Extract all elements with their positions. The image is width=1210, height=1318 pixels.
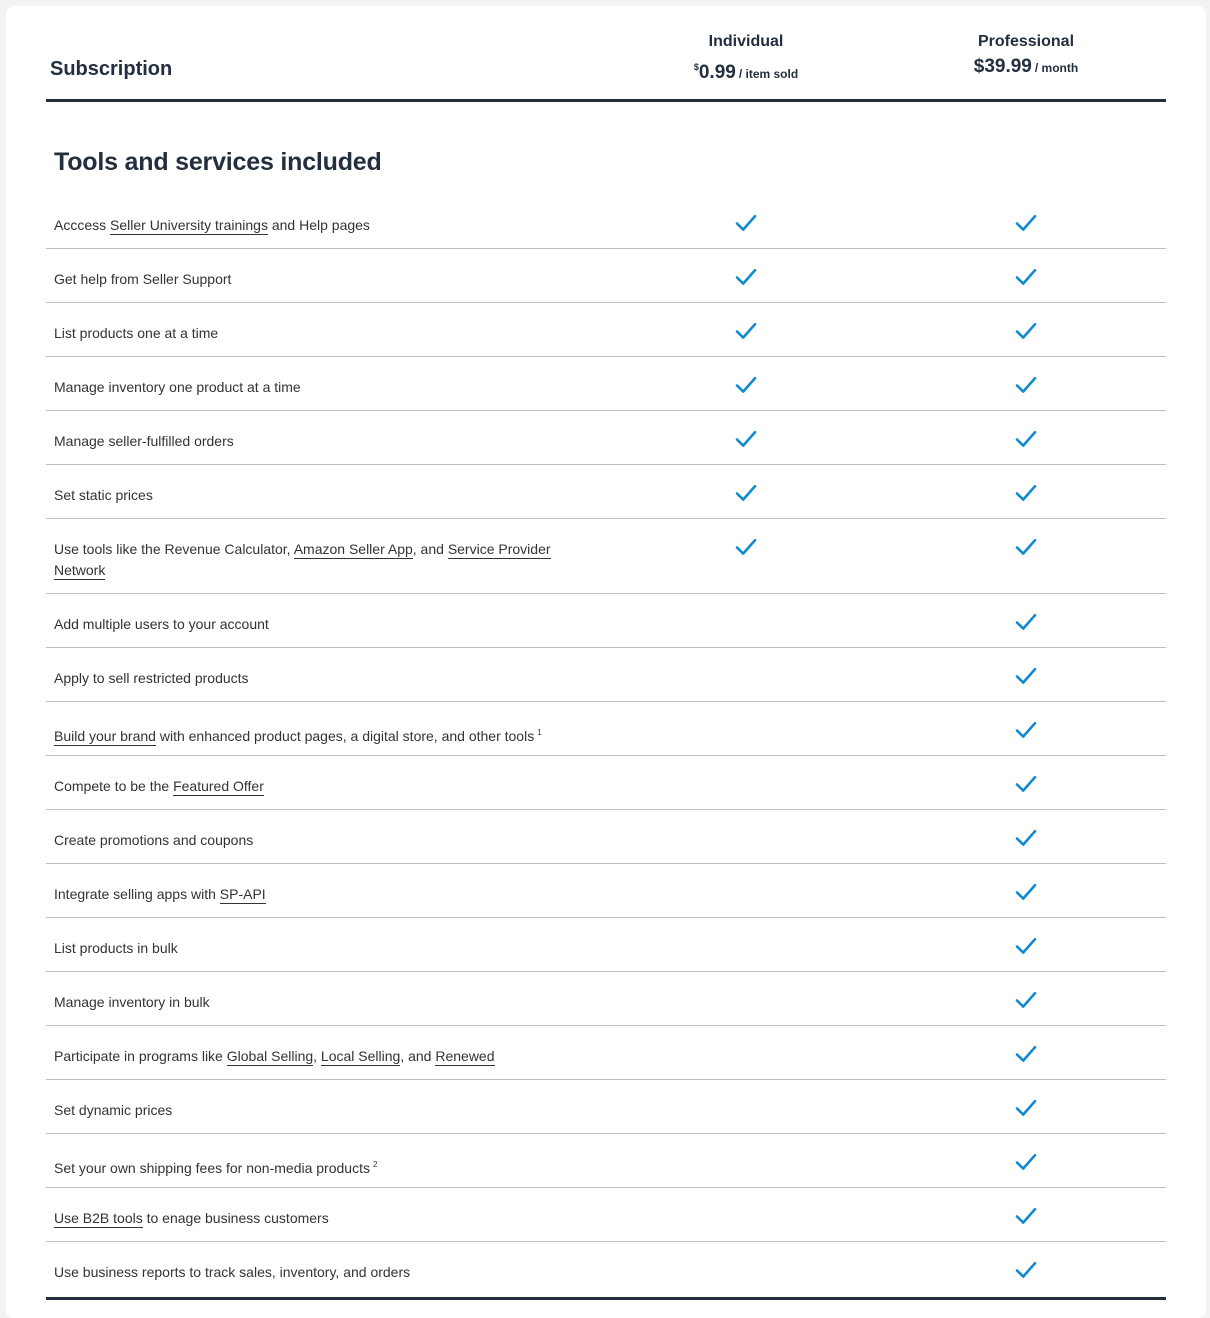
feature-row [46,1026,1166,1080]
feature-row [46,972,1166,1026]
checkmark-icon [734,427,758,451]
checkmark-icon [1014,1150,1038,1174]
feature-link[interactable]: Local Selling [320,1048,401,1064]
feature-row [46,303,1166,357]
feature-row [46,864,1166,918]
feature-row [46,465,1166,519]
checkmark-icon [1014,265,1038,289]
checkmark-icon [1014,610,1038,634]
feature-label: Integrate selling apps with [54,886,220,902]
feature-link[interactable]: Amazon Seller App [293,541,413,557]
checkmark-icon [734,211,758,235]
feature-label: Set your own shipping fees for non-media products [54,1160,370,1176]
feature-text [54,431,584,452]
feature-link[interactable]: Seller University trainings [110,217,268,233]
feature-text [54,215,584,236]
comparison-table [46,6,1166,1280]
feature-label: Set dynamic prices [54,1102,173,1118]
price-amount: $39.99 [973,56,1032,77]
feature-label: to enage business customers [142,1210,329,1226]
checkmark-icon [1014,934,1038,958]
feature-row [46,702,1166,756]
feature-text [54,269,584,290]
feature-label: , and [400,1048,436,1064]
checkmark-icon [1014,772,1038,796]
feature-list [46,195,1166,1300]
footnote-marker: 1 [537,728,542,737]
feature-label: Compete to be the [54,778,174,794]
feature-link[interactable]: Renewed [435,1048,495,1064]
feature-row [46,411,1166,465]
checkmark-icon [734,481,758,505]
feature-label: with enhanced product pages, a digital store, and other tools [155,728,535,744]
feature-text [54,377,584,398]
feature-text [54,323,584,344]
price-amount: 0.99 [698,62,736,83]
feature-row [46,249,1166,303]
feature-label: Use business reports to track sales, inventory, and orders [54,1264,411,1280]
checkmark-icon [1014,1096,1038,1120]
feature-text [54,776,584,797]
feature-row [46,810,1166,864]
checkmark-icon [1014,718,1038,742]
table-header [46,6,1166,102]
feature-label: List products in bulk [54,940,178,956]
checkmark-icon [1014,319,1038,343]
checkmark-icon [1014,373,1038,397]
feature-label: and Help pages [267,217,370,233]
feature-text [54,485,584,506]
feature-label: Manage inventory in bulk [54,994,210,1010]
checkmark-icon [1014,664,1038,688]
feature-text [54,992,584,1013]
checkmark-icon [1014,826,1038,850]
feature-label: Use tools like the Revenue Calculator, [54,541,294,557]
feature-link[interactable]: Build your brand [54,728,156,744]
feature-row [46,519,1166,594]
feature-row [46,1134,1166,1188]
plan-professional-price [906,56,1146,79]
plan-individual [626,33,866,85]
feature-label: Manage seller-fulfilled orders [54,433,234,449]
plan-professional-name: Professional [977,33,1075,50]
checkmark-icon [1014,211,1038,235]
checkmark-icon [734,535,758,559]
checkmark-icon [1014,427,1038,451]
feature-link[interactable]: Global Selling [226,1048,314,1064]
feature-row [46,195,1166,249]
feature-label: Add multiple users to your account [54,616,269,632]
section-title: Tools and services included [54,148,382,176]
feature-link[interactable]: Service Provider Network [54,541,551,578]
feature-text [54,722,584,747]
price-unit: / month [1034,61,1079,75]
feature-link[interactable]: SP-API [219,886,266,902]
feature-label: Create promotions and coupons [54,832,254,848]
feature-row [46,357,1166,411]
comparison-card [6,6,1206,1318]
feature-text [54,1154,584,1179]
feature-text [54,938,584,959]
feature-text [54,1100,584,1121]
feature-link[interactable]: Featured Offer [173,778,264,794]
checkmark-icon [1014,1258,1038,1282]
feature-row [46,918,1166,972]
feature-label: Manage inventory one product at a time [54,379,301,395]
feature-label: Participate in programs like [54,1048,227,1064]
plan-individual-price [626,56,866,85]
feature-text [54,1208,584,1229]
feature-row [46,594,1166,648]
feature-text [54,830,584,851]
feature-link[interactable]: Use B2B tools [54,1210,143,1226]
feature-label: Acccess [54,217,111,233]
checkmark-icon [1014,481,1038,505]
feature-label: List products one at a time [54,325,219,341]
checkmark-icon [734,265,758,289]
footnote-marker: 2 [372,1160,378,1169]
checkmark-icon [1014,880,1038,904]
feature-label: Get help from Seller Support [54,271,232,287]
checkmark-icon [1014,535,1038,559]
checkmark-icon [734,373,758,397]
checkmark-icon [1014,988,1038,1012]
plan-professional [906,33,1146,79]
feature-text [54,1046,584,1067]
feature-label: Set static prices [54,487,153,503]
feature-text [54,884,584,905]
checkmark-icon [1014,1204,1038,1228]
price-currency: $ [693,62,699,72]
feature-text [54,614,584,635]
feature-label: Apply to sell restricted products [54,670,249,686]
feature-row [46,1080,1166,1134]
feature-text [54,1262,584,1283]
plan-individual-name: Individual [708,33,784,50]
checkmark-icon [1014,1042,1038,1066]
feature-text [54,539,584,581]
price-unit: / item sold [738,67,799,81]
feature-row [46,1242,1166,1297]
feature-row [46,1188,1166,1242]
subscription-label: Subscription [50,58,173,80]
feature-label: , and [412,541,448,557]
feature-label: , [313,1048,321,1064]
feature-row [46,648,1166,702]
checkmark-icon [734,319,758,343]
feature-row [46,756,1166,810]
feature-text [54,668,584,689]
